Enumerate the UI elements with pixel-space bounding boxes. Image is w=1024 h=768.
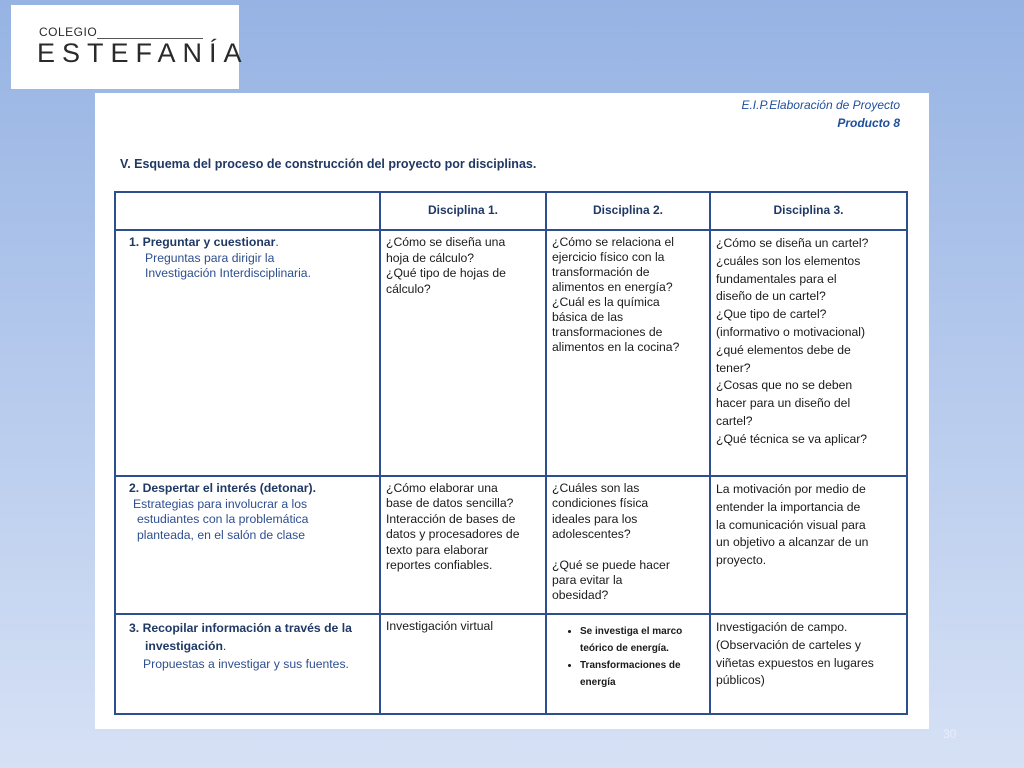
row-subtitle: Propuestas a investigar y sus fuentes. (143, 657, 349, 671)
discipline-table (114, 191, 908, 715)
row-label (115, 476, 380, 614)
logo-top-text: COLEGIO (39, 25, 98, 39)
column-header: Disciplina 2. (546, 192, 710, 230)
cell-discipline-1: Investigación virtual (380, 614, 546, 714)
table-row (115, 476, 907, 614)
column-header: Disciplina 3. (710, 192, 907, 230)
header-project: E.I.P.Elaboración de Proyecto (741, 98, 900, 112)
cell-discipline-3: ¿Cómo se diseña un cartel? ¿cuáles son los elementos fundamentales para el diseño de un cartel? ¿Que tipo de cartel? (informativo o motivacional) ¿qué elementos debe de tener? ¿Cosas que no se deben hacer para un diseño del cartel? ¿Qué técnica se va aplicar? (710, 230, 907, 476)
cell-discipline-1: ¿Cómo elaborar una base de datos sencilla? Interacción de bases de datos y procesadores de texto para elaborar reportes confiables. (380, 476, 546, 614)
row-title: 1. Preguntar y cuestionar. (129, 235, 279, 249)
row-subtitle: Estrategias para involucrar a los estudiantes con la problemática planteada, en el salón de clase (133, 496, 309, 542)
logo-name: ESTEFANÍA (37, 38, 249, 68)
document-page (95, 93, 929, 729)
section-title: V. Esquema del proceso de construcción del proyecto por disciplinas. (120, 157, 537, 171)
list-item: • Transformaciones de energía (580, 657, 704, 691)
row-label (115, 230, 380, 476)
row-label (115, 614, 380, 714)
cell-discipline-3: La motivación por medio de entender la importancia de la comunicación visual para un objetivo a alcanzar de un proyecto. (710, 476, 907, 614)
slide-number: 30 (943, 727, 957, 741)
column-header (115, 192, 380, 230)
row-subtitle: Preguntas para dirigir la Investigación Interdisciplinaria. (145, 250, 311, 281)
row-title: 2. Despertar el interés (detonar). (129, 481, 316, 495)
table-row (115, 614, 907, 714)
school-logo (11, 5, 249, 89)
cell-discipline-2: ¿Cómo se relaciona el ejercicio físico con la transformación de alimentos en energía? ¿Cuál es la química básica de las transformaciones de alimentos en la cocina? (546, 230, 710, 476)
bullet-list (552, 623, 704, 691)
header-product: Producto 8 (837, 116, 900, 130)
table-header-row (115, 192, 907, 230)
cell-discipline-2 (546, 614, 710, 714)
cell-discipline-2: ¿Cuáles son las condiciones física ideales para los adolescentes? ¿Qué se puede hacer para evitar la obesidad? (546, 476, 710, 614)
row-title: 3. Recopilar información a través de la investigación. (129, 621, 352, 653)
list-item: • Se investiga el marco teórico de energía. (580, 623, 704, 657)
table-row (115, 230, 907, 476)
cell-discipline-3: Investigación de campo. (Observación de carteles y viñetas expuestos en lugares públicos) (710, 614, 907, 714)
cell-discipline-1: ¿Cómo se diseña una hoja de cálculo? ¿Qué tipo de hojas de cálculo? (380, 230, 546, 476)
column-header: Disciplina 1. (380, 192, 546, 230)
